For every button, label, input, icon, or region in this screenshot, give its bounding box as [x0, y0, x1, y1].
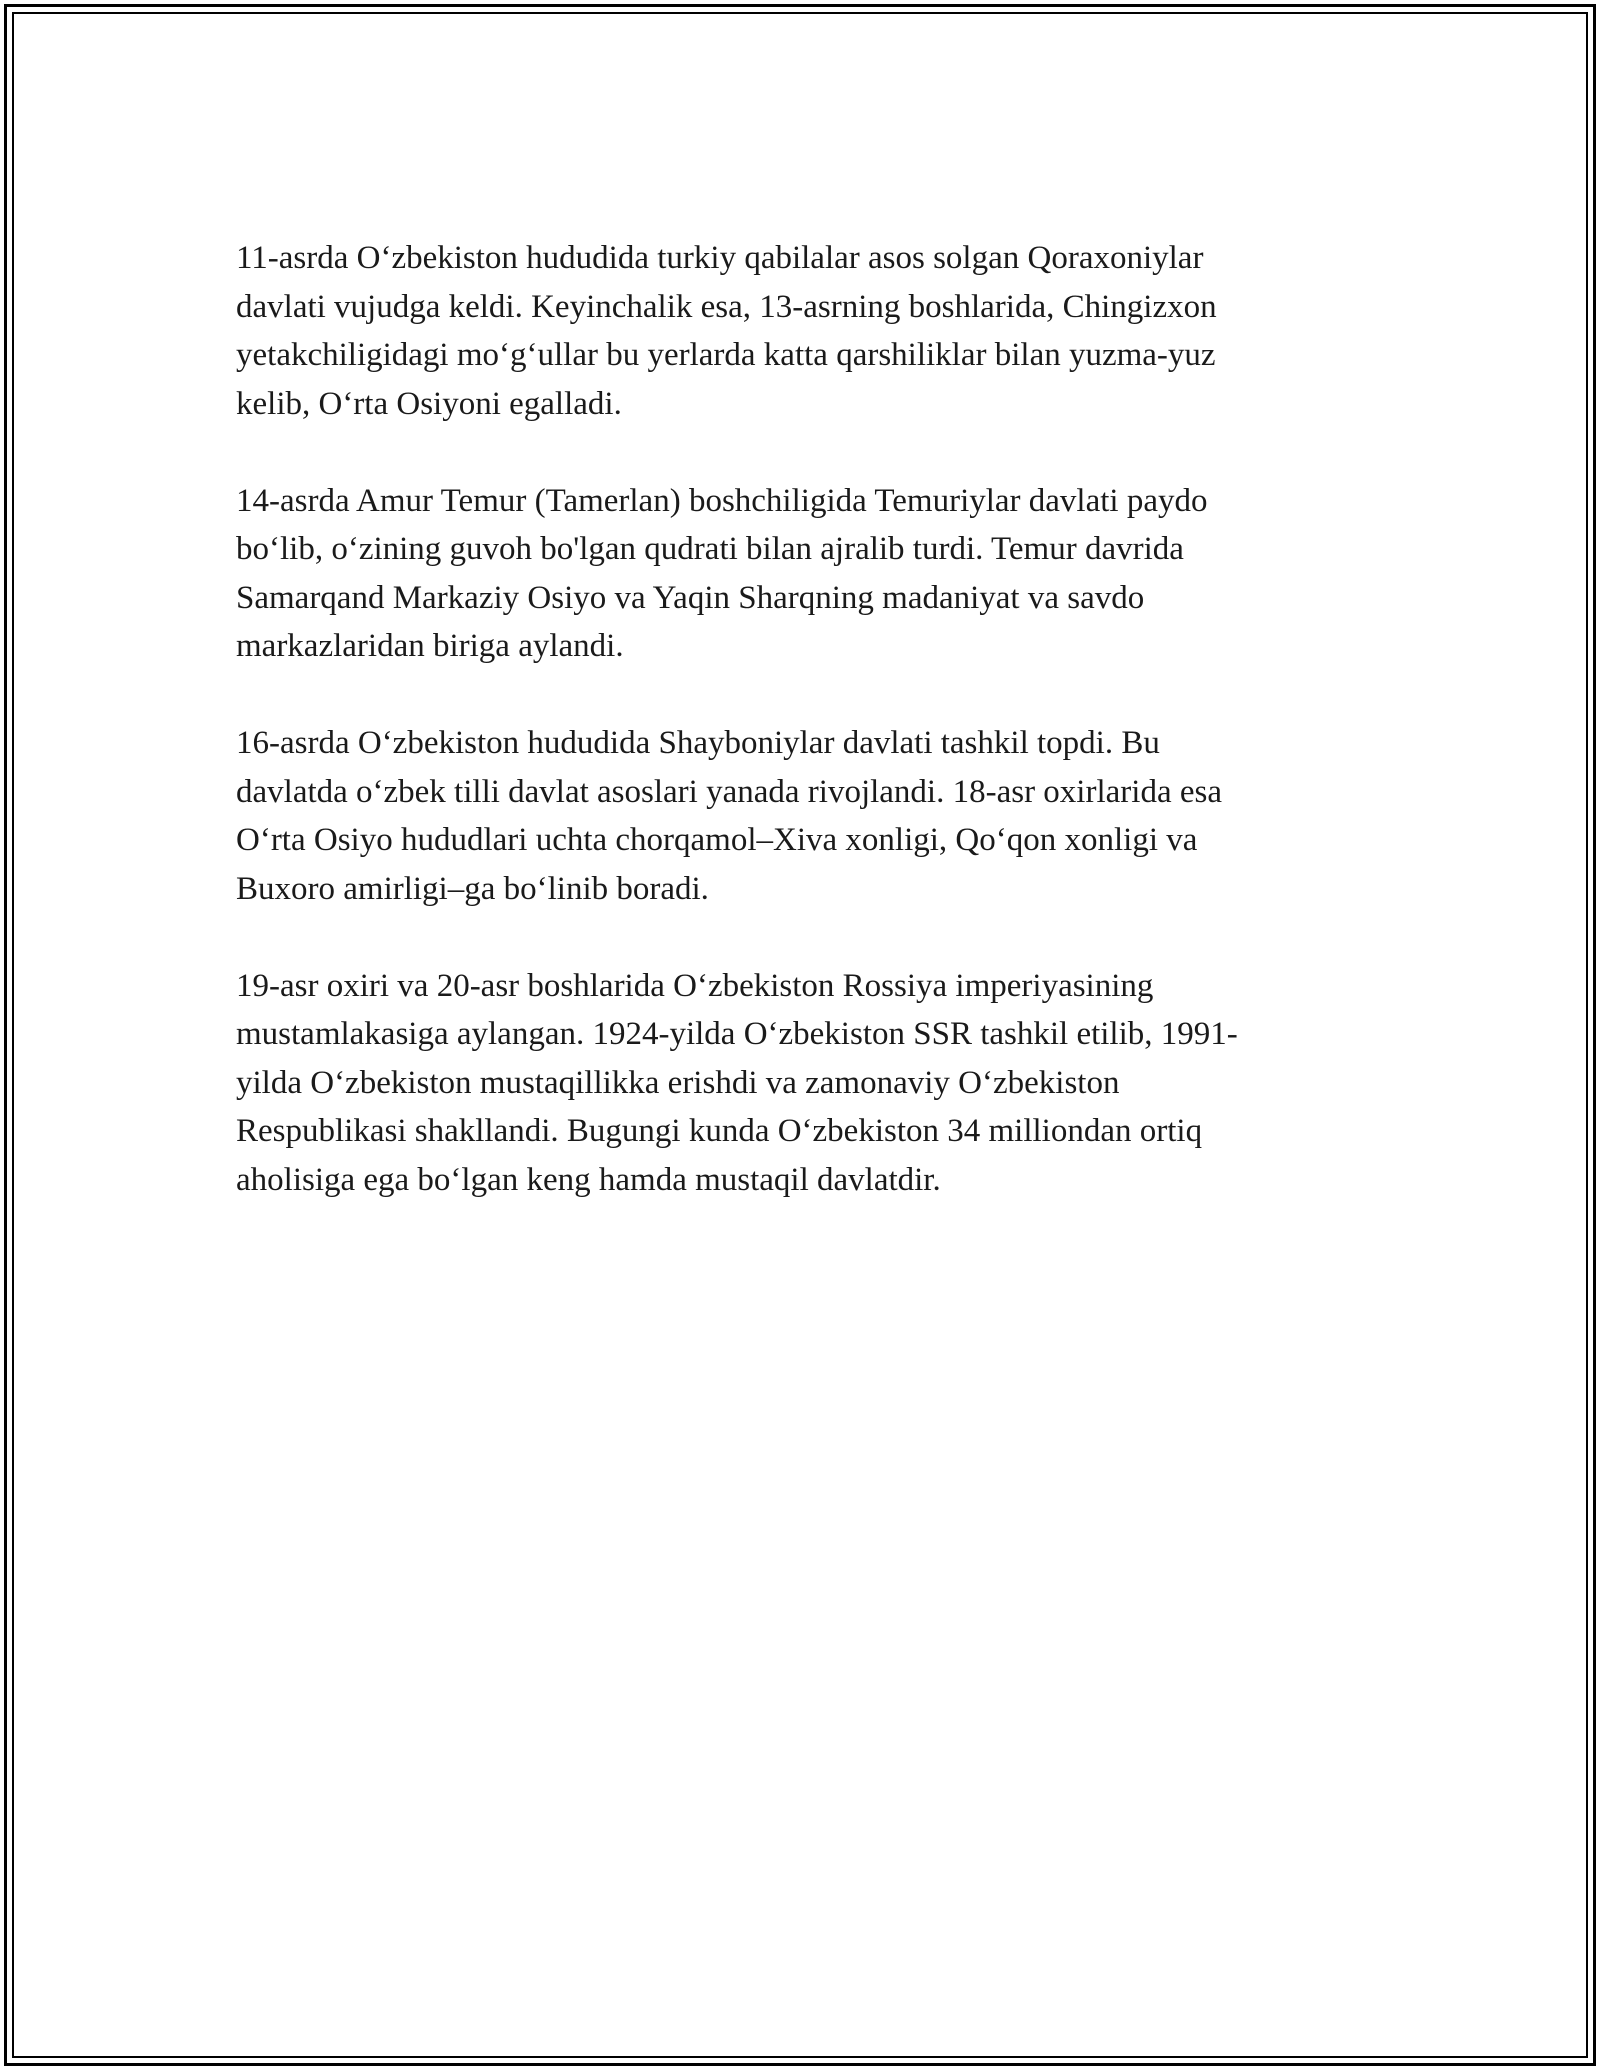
paragraph-line: O‘rta Osiyo hududlari uchta chorqamol–Xiva xonligi, Qo‘qon xonligi va [236, 822, 1198, 858]
paragraph-line: 11-asrda O‘zbekiston hududida turkiy qabilalar asos solgan Qoraxoniylar [236, 240, 1204, 276]
paragraph-line: 16-asrda O‘zbekiston hududida Shayboniylar davlati tashkil topdi. Bu [236, 725, 1160, 761]
paragraph-line: kelib, O‘rta Osiyoni egalladi. [236, 385, 622, 422]
paragraph-line: bo‘lib, o‘zining guvoh bo'lgan qudrati bilan ajralib turdi. Temur davrida [236, 531, 1184, 567]
paragraph-line: Samarqand Markaziy Osiyo va Yaqin Sharqning madaniyat va savdo [236, 579, 1145, 616]
paragraph-1 [236, 234, 1366, 428]
paragraph-line: davlatda o‘zbek tilli davlat asoslari yanada rivojlandi. 18-asr oxirlarida esa [236, 773, 1222, 810]
paragraph-line: 14-asrda Amur Temur (Tamerlan) boshchiligida Temuriylar davlati paydo [236, 482, 1208, 519]
document-body [236, 234, 1366, 1253]
paragraph-line: yetakchiligidagi mo‘g‘ullar bu yerlarda katta qarshiliklar bilan yuzma-yuz [236, 337, 1216, 373]
paragraph-line: yilda O‘zbekiston mustaqillikka erishdi va zamonaviy O‘zbekiston [236, 1064, 1120, 1101]
paragraph-line: mustamlakasiga aylangan. 1924-yilda O‘zbekiston SSR tashkil etilib, 1991- [236, 1016, 1238, 1052]
paragraph-line: aholisiga ega bo‘lgan keng hamda mustaqil davlatdir. [236, 1161, 941, 1198]
paragraph-4 [236, 962, 1366, 1205]
paragraph-line: Buxoro amirligi–ga bo‘linib boradi. [236, 870, 709, 907]
paragraph-line: Respublikasi shakllandi. Bugungi kunda O‘zbekiston 34 milliondan ortiq [236, 1113, 1203, 1149]
paragraph-line: 19-asr oxiri va 20-asr boshlarida O‘zbekiston Rossiya imperiyasining [236, 967, 1154, 1004]
paragraph-line: markazlaridan biriga aylandi. [236, 628, 624, 664]
paragraph-3 [236, 719, 1366, 913]
paragraph-line: davlati vujudga keldi. Keyinchalik esa, 13-asrning boshlarida, Chingizxon [236, 288, 1217, 325]
paragraph-2 [236, 477, 1366, 671]
